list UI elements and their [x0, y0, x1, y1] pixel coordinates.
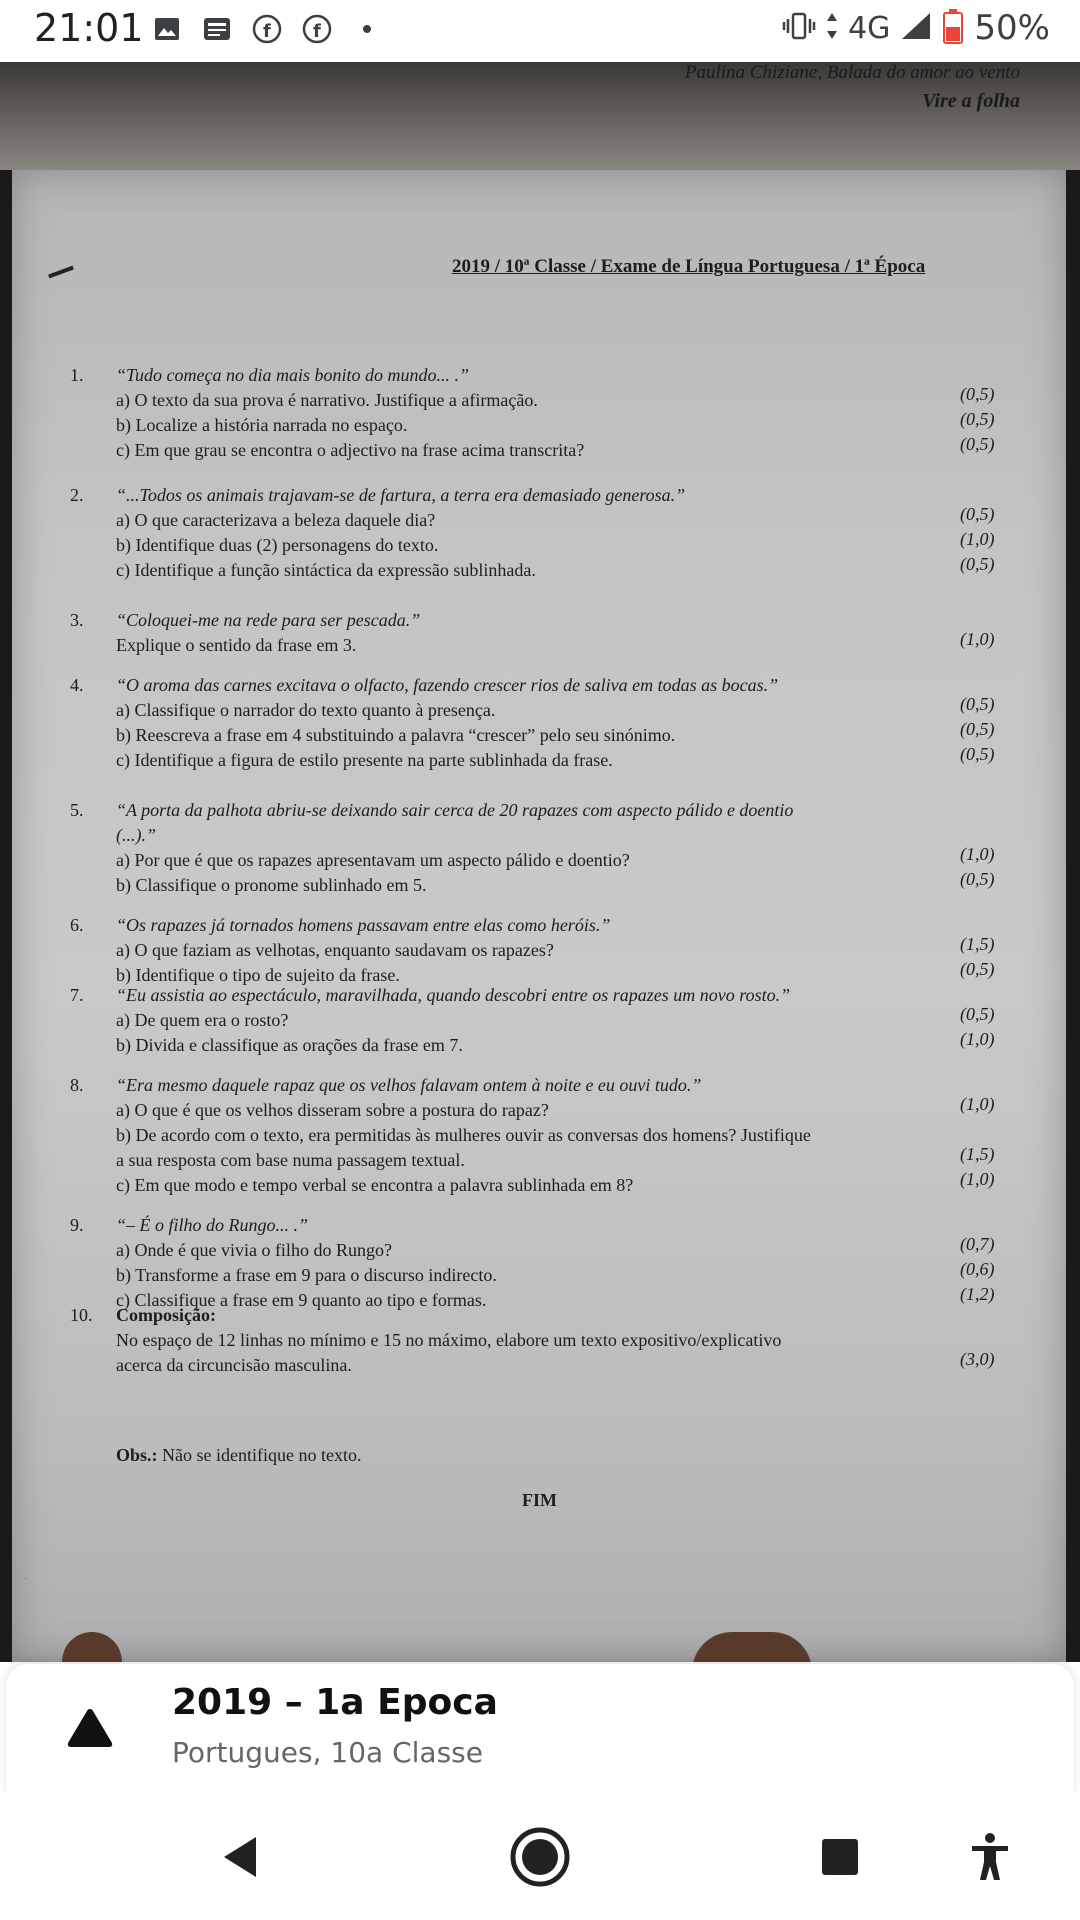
finger-shadow: [692, 1632, 812, 1662]
pencil-mark: [48, 266, 74, 279]
question-number: 3.: [70, 610, 84, 630]
battery-percent: 50%: [974, 8, 1050, 48]
question-item: a) De quem era o rosto?: [116, 1010, 289, 1030]
question-item: b) De acordo com o texto, era permitidas às mulheres ouvir as conversas dos homens? Justifique: [116, 1125, 811, 1145]
question-number: 7.: [70, 985, 84, 1005]
triangle-icon: [66, 1706, 114, 1750]
question-quote: “– É o filho do Rungo... .”: [116, 1215, 309, 1235]
question-score: (0,6): [960, 1259, 995, 1279]
question-quote: “A porta da palhota abriu-se deixando sair cerca de 20 rapazes com aspecto pálido e doentio: [116, 800, 794, 820]
navigation-bar: [0, 1794, 1080, 1920]
recents-icon[interactable]: [805, 1822, 875, 1892]
question-number: 4.: [70, 675, 84, 695]
question-quote: “O aroma das carnes excitava o olfacto, fazendo crescer rios de saliva em todas as bocas.”: [116, 675, 779, 695]
question-score: (1,2): [960, 1284, 995, 1304]
vibrate-icon: [782, 11, 816, 45]
question-score: (0,5): [960, 959, 995, 979]
question-quote: “Tudo começa no dia mais bonito do mundo... .”: [116, 365, 470, 385]
edge-stamp: ·: [22, 1577, 31, 1580]
question-item: c) Identifique a figura de estilo presente na parte sublinhada da frase.: [116, 750, 613, 770]
question-item: a) O que é que os velhos disseram sobre a postura do rapaz?: [116, 1100, 549, 1120]
question-number: 5.: [70, 800, 84, 820]
question-quote: “...Todos os animais trajavam-se de fartura, a terra era demasiado generosa.”: [116, 485, 686, 505]
back-icon[interactable]: [205, 1822, 275, 1892]
status-time: 21:01: [34, 6, 144, 50]
question-quote: (...).”: [116, 825, 156, 845]
question-item: b) Divida e classifique as orações da frase em 7.: [116, 1035, 463, 1055]
question-number: 9.: [70, 1215, 84, 1235]
question-quote: “Os rapazes já tornados homens passavam entre elas como heróis.”: [116, 915, 611, 935]
question-score: (1,0): [960, 629, 995, 649]
svg-text:f: f: [263, 21, 271, 42]
question-number: 2.: [70, 485, 84, 505]
question-item: Explique o sentido da frase em 3.: [116, 635, 357, 655]
question-item: c) Identifique a função sintáctica da expressão sublinhada.: [116, 560, 536, 580]
news-icon: [200, 12, 234, 46]
obs-line: [116, 1445, 361, 1466]
question-score: (0,7): [960, 1234, 995, 1254]
question-item: b) Identifique duas (2) personagens do texto.: [116, 535, 439, 555]
document-card[interactable]: [6, 1664, 1074, 1794]
question-score: (0,5): [960, 554, 995, 574]
question-quote: “Coloquei-me na rede para ser pescada.”: [116, 610, 421, 630]
question-number: 1.: [70, 365, 84, 385]
question-item: c) Em que modo e tempo verbal se encontra a palavra sublinhada em 8?: [116, 1175, 634, 1195]
status-right: [782, 8, 1050, 48]
question-item: c) Em que grau se encontra o adjectivo na frase acima transcrita?: [116, 440, 585, 460]
question-item: b) Identifique o tipo de sujeito da frase.: [116, 965, 400, 985]
question-score: (0,5): [960, 694, 995, 714]
question-item: c) Classifique a frase em 9 quanto ao tipo e formas.: [116, 1290, 487, 1310]
question-number: 10.: [70, 1305, 93, 1325]
svg-text:f: f: [313, 21, 321, 42]
question-score: (0,5): [960, 869, 995, 889]
question-score: (0,5): [960, 504, 995, 524]
obs-text: Não se identifique no texto.: [157, 1445, 362, 1465]
image-icon: [150, 12, 184, 46]
previous-page-author: Paulina Chiziane, Balada do amor ao vento: [684, 62, 1020, 83]
previous-page-strip: [0, 62, 1080, 170]
card-title: 2019 – 1a Epoca: [172, 1682, 498, 1723]
question-item: b) Reescreva a frase em 4 substituindo a palavra “crescer” pelo seu sinónimo.: [116, 725, 676, 745]
question-score: (0,5): [960, 719, 995, 739]
obs-label: Obs.:: [116, 1445, 158, 1465]
question-score: (0,5): [960, 384, 995, 404]
accessibility-icon[interactable]: [955, 1822, 1025, 1892]
question-score: (1,0): [960, 1029, 995, 1049]
question-score: (1,0): [960, 1169, 995, 1189]
card-subtitle: Portugues, 10a Classe: [172, 1736, 483, 1769]
exam-photo[interactable]: [0, 62, 1080, 1662]
question-item: b) Localize a história narrada no espaço.: [116, 415, 408, 435]
exam-end: FIM: [522, 1490, 557, 1510]
question-item: Composição:: [116, 1305, 216, 1325]
exam-paper: [12, 170, 1066, 1662]
question-item: b) Transforme a frase em 9 para o discurso indirecto.: [116, 1265, 497, 1285]
question-item: acerca da circuncisão masculina.: [116, 1355, 352, 1375]
question-item: b) Classifique o pronome sublinhado em 5.: [116, 875, 427, 895]
question-number: 6.: [70, 915, 84, 935]
signal-icon: [900, 11, 932, 45]
question-score: (1,5): [960, 934, 995, 954]
question-score: (0,5): [960, 434, 995, 454]
question-item: a) O texto da sua prova é narrativo. Justifique a afirmação.: [116, 390, 538, 410]
status-bar: [0, 0, 1080, 62]
question-score: (0,5): [960, 744, 995, 764]
question-item: a) Onde é que vivia o filho do Rungo?: [116, 1240, 392, 1260]
question-item: a sua resposta com base numa passagem textual.: [116, 1150, 465, 1170]
exam-header: 2019 / 10ª Classe / Exame de Língua Portuguesa / 1ª Época: [452, 256, 926, 277]
data-arrows-icon: [826, 11, 838, 45]
facebook-icon: [300, 12, 334, 46]
question-score: (1,5): [960, 1144, 995, 1164]
finger-shadow: [62, 1632, 122, 1662]
dot-icon: [350, 12, 384, 46]
previous-page-turn: Vire a folha: [922, 90, 1020, 112]
notification-icons: [150, 12, 384, 46]
question-score: (1,0): [960, 529, 995, 549]
question-item: No espaço de 12 linhas no mínimo e 15 no máximo, elabore um texto expositivo/explicativo: [116, 1330, 782, 1350]
network-type: 4G: [848, 10, 891, 46]
question-number: 8.: [70, 1075, 84, 1095]
home-icon[interactable]: [505, 1822, 575, 1892]
question-score: (1,0): [960, 1094, 995, 1114]
question-score: (1,0): [960, 844, 995, 864]
facebook-icon: [250, 12, 284, 46]
battery-icon: [942, 8, 964, 48]
question-item: a) O que faziam as velhotas, enquanto saudavam os rapazes?: [116, 940, 554, 960]
question-score: (0,5): [960, 1004, 995, 1024]
question-score: (0,5): [960, 409, 995, 429]
question-score: (3,0): [960, 1349, 995, 1369]
question-quote: “Eu assistia ao espectáculo, maravilhada, quando descobri entre os rapazes um novo rosto.”: [116, 985, 791, 1005]
question-item: a) O que caracterizava a beleza daquele dia?: [116, 510, 436, 530]
question-item: a) Por que é que os rapazes apresentavam um aspecto pálido e doentio?: [116, 850, 630, 870]
question-item: a) Classifique o narrador do texto quanto à presença.: [116, 700, 496, 720]
question-quote: “Era mesmo daquele rapaz que os velhos falavam ontem à noite e eu ouvi tudo.”: [116, 1075, 702, 1095]
